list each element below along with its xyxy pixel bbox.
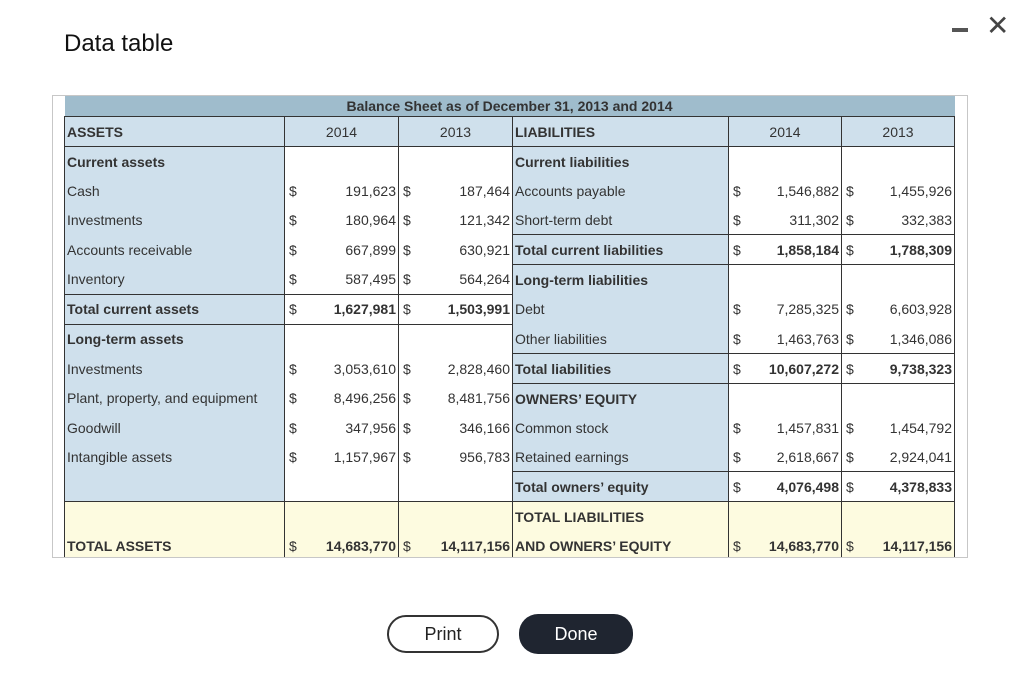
liability-2013-value: 332,383 (860, 205, 955, 235)
empty-cell (303, 472, 399, 502)
total-assets-label: TOTAL ASSETS (65, 531, 285, 558)
table-row (65, 354, 955, 384)
empty-cell (729, 265, 747, 295)
liability-2013-value: 1,346,086 (860, 324, 955, 354)
liability-2013-dollar: $ (842, 413, 860, 442)
asset-2013-dollar: $ (399, 176, 417, 205)
asset-2014-value: 1,627,981 (303, 294, 399, 324)
empty-cell (303, 324, 399, 354)
table-row (65, 176, 955, 205)
empty-cell (417, 324, 513, 354)
asset-2014-dollar: $ (285, 265, 303, 295)
liability-2013-dollar: $ (842, 442, 860, 472)
liability-2014-dollar: $ (729, 294, 747, 324)
asset-2014-value: 8,496,256 (303, 384, 399, 414)
asset-2014-value: 667,899 (303, 235, 399, 265)
liability-2013-value: 2,924,041 (860, 442, 955, 472)
liability-label: Total liabilities (513, 354, 729, 384)
asset-2013-value: 8,481,756 (417, 384, 513, 414)
total-row-top (65, 502, 955, 532)
asset-2013-value: 564,264 (417, 265, 513, 295)
liability-2013-dollar: $ (842, 354, 860, 384)
liability-2013-value: 1,788,309 (860, 235, 955, 265)
empty-cell (285, 502, 303, 532)
total-assets-2013-dollar: $ (399, 531, 417, 558)
table-row (65, 294, 955, 324)
liability-2014-value: 2,618,667 (747, 442, 842, 472)
asset-2013-value: 956,783 (417, 442, 513, 472)
empty-cell (860, 502, 955, 532)
print-button[interactable]: Print (387, 615, 499, 653)
table-row (65, 205, 955, 235)
asset-2013-dollar: $ (399, 205, 417, 235)
liability-2014-value: 4,076,498 (747, 472, 842, 502)
asset-label: Current assets (65, 147, 285, 177)
minimize-icon[interactable] (952, 28, 968, 32)
empty-cell (417, 147, 513, 177)
total-liabilities-label-line2: AND OWNERS’ EQUITY (513, 531, 729, 558)
asset-2014-value: 587,495 (303, 265, 399, 295)
asset-2014-dollar: $ (285, 294, 303, 324)
empty-cell (842, 147, 860, 177)
asset-2013-dollar: $ (399, 413, 417, 442)
empty-cell (729, 384, 747, 414)
liability-2014-dollar: $ (729, 176, 747, 205)
liabilities-year-2014: 2014 (729, 117, 842, 147)
total-row (65, 531, 955, 558)
asset-2013-value: 2,828,460 (417, 354, 513, 384)
total-liabilities-2014-dollar: $ (729, 531, 747, 558)
asset-2013-dollar: $ (399, 235, 417, 265)
empty-cell (65, 502, 285, 532)
liability-2014-dollar: $ (729, 354, 747, 384)
asset-2013-dollar: $ (399, 265, 417, 295)
asset-label: Cash (65, 176, 285, 205)
liability-2013-dollar: $ (842, 472, 860, 502)
empty-cell (747, 147, 842, 177)
liability-2013-dollar: $ (842, 324, 860, 354)
table-row (65, 413, 955, 442)
asset-2014-value: 3,053,610 (303, 354, 399, 384)
liability-2013-dollar: $ (842, 235, 860, 265)
empty-cell (729, 502, 747, 532)
liability-2014-value: 10,607,272 (747, 354, 842, 384)
liability-label: Common stock (513, 413, 729, 442)
liability-label: Short-term debt (513, 205, 729, 235)
asset-2014-dollar: $ (285, 354, 303, 384)
liability-2014-dollar: $ (729, 472, 747, 502)
asset-2013-value: 1,503,991 (417, 294, 513, 324)
asset-2013-dollar: $ (399, 384, 417, 414)
table-row (65, 442, 955, 472)
assets-year-2014: 2014 (285, 117, 399, 147)
asset-2013-value: 630,921 (417, 235, 513, 265)
liability-label: Long-term liabilities (513, 265, 729, 295)
asset-label: Accounts receivable (65, 235, 285, 265)
balance-sheet-table (64, 96, 955, 558)
liability-2013-value: 1,454,792 (860, 413, 955, 442)
asset-label: Investments (65, 205, 285, 235)
empty-cell (747, 502, 842, 532)
liability-label: Retained earnings (513, 442, 729, 472)
asset-2013-dollar: $ (399, 354, 417, 384)
done-button[interactable]: Done (519, 614, 633, 654)
empty-cell (417, 472, 513, 502)
asset-label: Intangible assets (65, 442, 285, 472)
liability-2013-value: 1,455,926 (860, 176, 955, 205)
total-assets-2014-value: 14,683,770 (303, 531, 399, 558)
liability-label: Total current liabilities (513, 235, 729, 265)
asset-2014-dollar: $ (285, 205, 303, 235)
empty-cell (860, 265, 955, 295)
table-row (65, 235, 955, 265)
asset-2014-dollar: $ (285, 176, 303, 205)
liability-label: Debt (513, 294, 729, 324)
liability-label: Total owners’ equity (513, 472, 729, 502)
liability-2014-dollar: $ (729, 205, 747, 235)
empty-cell (303, 502, 399, 532)
empty-cell (399, 502, 417, 532)
empty-cell (747, 265, 842, 295)
asset-2014-dollar: $ (285, 413, 303, 442)
asset-label (65, 472, 285, 502)
table-caption: Balance Sheet as of December 31, 2013 and 2014 (65, 96, 955, 117)
empty-cell (399, 147, 417, 177)
liability-label: OWNERS’ EQUITY (513, 384, 729, 414)
liability-2014-dollar: $ (729, 235, 747, 265)
empty-cell (417, 502, 513, 532)
empty-cell (729, 147, 747, 177)
asset-2014-dollar: $ (285, 384, 303, 414)
liability-2013-value: 9,738,323 (860, 354, 955, 384)
asset-2013-value: 121,342 (417, 205, 513, 235)
liability-2014-value: 1,858,184 (747, 235, 842, 265)
asset-label: Inventory (65, 265, 285, 295)
table-row (65, 384, 955, 414)
data-table-frame (52, 95, 968, 558)
liability-2013-dollar: $ (842, 205, 860, 235)
liability-2014-dollar: $ (729, 413, 747, 442)
liability-label: Accounts payable (513, 176, 729, 205)
asset-2014-dollar: $ (285, 235, 303, 265)
asset-label: Plant, property, and equipment (65, 384, 285, 414)
close-icon[interactable]: ✕ (986, 10, 1010, 41)
liability-2014-value: 7,285,325 (747, 294, 842, 324)
liabilities-year-2013: 2013 (842, 117, 955, 147)
total-liabilities-2013-dollar: $ (842, 531, 860, 558)
liability-2013-value: 4,378,833 (860, 472, 955, 502)
assets-header: ASSETS (65, 117, 285, 147)
liability-2013-dollar: $ (842, 294, 860, 324)
liability-2014-value: 1,457,831 (747, 413, 842, 442)
liability-2013-dollar: $ (842, 176, 860, 205)
empty-cell (842, 384, 860, 414)
asset-label: Goodwill (65, 413, 285, 442)
total-liabilities-2013-value: 14,117,156 (860, 531, 955, 558)
empty-cell (842, 265, 860, 295)
liability-label: Other liabilities (513, 324, 729, 354)
liabilities-header: LIABILITIES (513, 117, 729, 147)
asset-label: Total current assets (65, 294, 285, 324)
total-liabilities-2014-value: 14,683,770 (747, 531, 842, 558)
empty-cell (303, 147, 399, 177)
table-row (65, 147, 955, 177)
asset-2013-dollar: $ (399, 442, 417, 472)
asset-2013-value: 187,464 (417, 176, 513, 205)
asset-label: Investments (65, 354, 285, 384)
liability-2014-dollar: $ (729, 442, 747, 472)
empty-cell (399, 324, 417, 354)
liability-2014-dollar: $ (729, 324, 747, 354)
empty-cell (842, 502, 860, 532)
total-assets-2013-value: 14,117,156 (417, 531, 513, 558)
asset-2014-value: 347,956 (303, 413, 399, 442)
empty-cell (285, 472, 303, 502)
asset-2014-value: 180,964 (303, 205, 399, 235)
empty-cell (285, 147, 303, 177)
asset-2013-value: 346,166 (417, 413, 513, 442)
table-row (65, 324, 955, 354)
empty-cell (747, 384, 842, 414)
assets-year-2013: 2013 (399, 117, 513, 147)
empty-cell (860, 147, 955, 177)
liability-label: Current liabilities (513, 147, 729, 177)
liability-2014-value: 311,302 (747, 205, 842, 235)
total-assets-2014-dollar: $ (285, 531, 303, 558)
empty-cell (860, 384, 955, 414)
asset-2013-dollar: $ (399, 294, 417, 324)
asset-2014-value: 1,157,967 (303, 442, 399, 472)
dialog-title: Data table (64, 30, 174, 57)
asset-2014-value: 191,623 (303, 176, 399, 205)
empty-cell (399, 472, 417, 502)
asset-label: Long-term assets (65, 324, 285, 354)
liability-2013-value: 6,603,928 (860, 294, 955, 324)
table-row (65, 265, 955, 295)
total-liabilities-label-line1: TOTAL LIABILITIES (513, 502, 729, 532)
liability-2014-value: 1,546,882 (747, 176, 842, 205)
table-row (65, 472, 955, 502)
empty-cell (285, 324, 303, 354)
asset-2014-dollar: $ (285, 442, 303, 472)
liability-2014-value: 1,463,763 (747, 324, 842, 354)
